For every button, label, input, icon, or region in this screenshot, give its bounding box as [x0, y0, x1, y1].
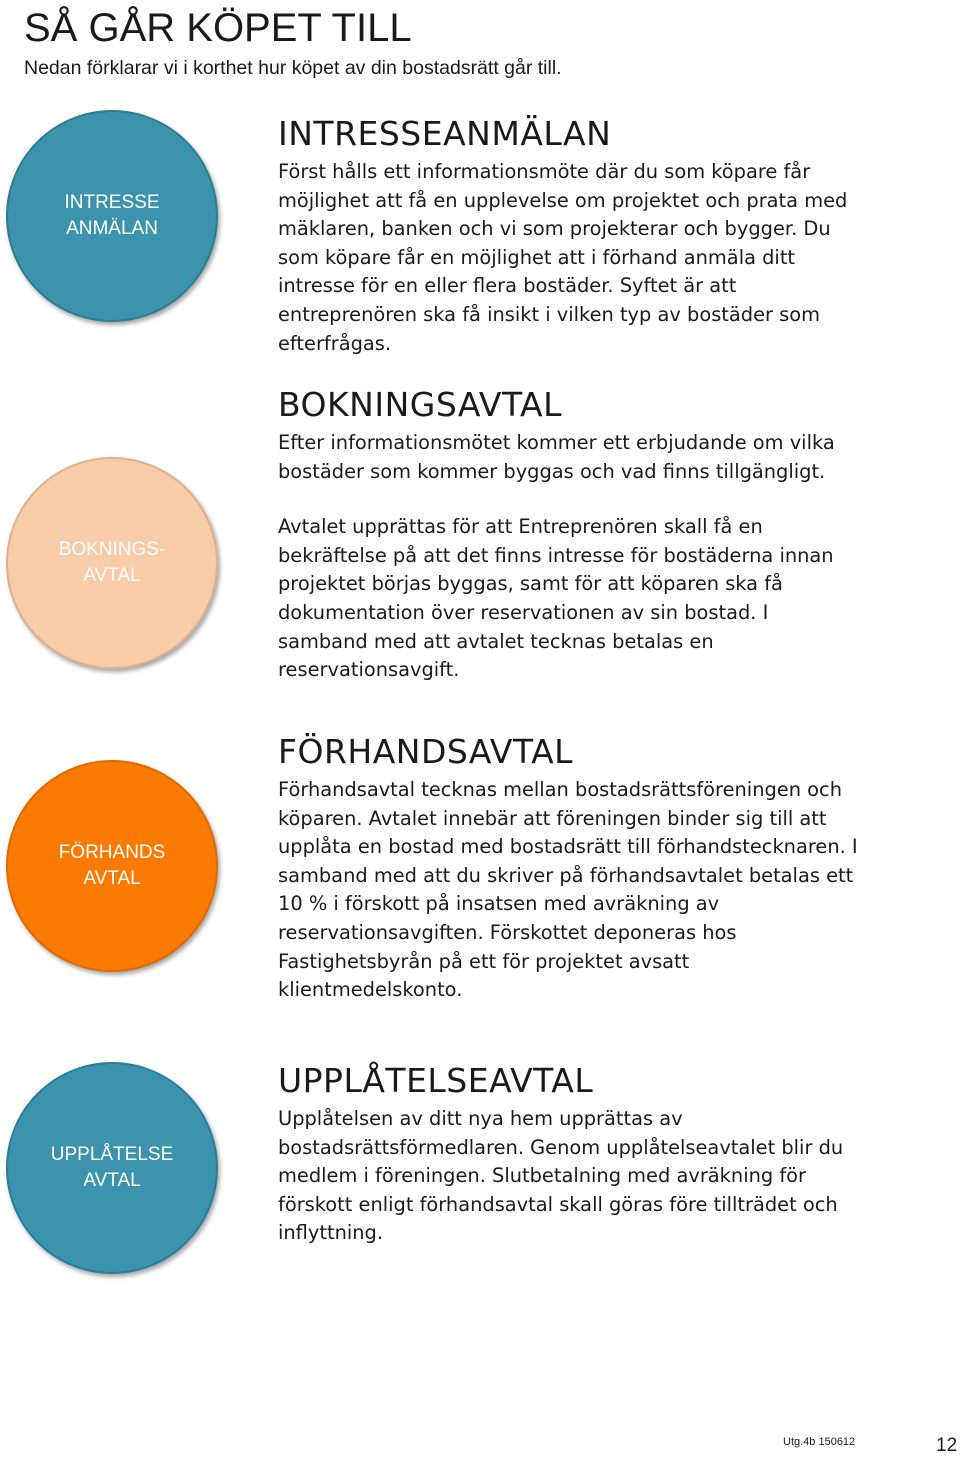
section-heading: UPPLÅTELSEAVTAL: [278, 1061, 594, 1100]
step-circle-label: BOKNINGS- AVTAL: [58, 539, 166, 586]
page-subtitle: Nedan förklarar vi i korthet hur köpet av din bostadsrätt går till.: [24, 57, 562, 79]
section-paragraph: Avtalet upprättas för att Entreprenören skall få en bekräftelse på att det finns intresse för bostäderna innan projektet börjas byggas, samt för att köparen ska få dokumentation över reservationen av sin bostad. I samband med att avtalet tecknas betalas en reservationsavgift.: [278, 515, 834, 682]
page-number: 12: [936, 1435, 958, 1456]
section-paragraph: Efter informationsmötet kommer ett erbjudande om vilka bostäder som kommer byggas och vad finns tillgängligt.: [278, 431, 835, 483]
section-bokningsavtal: [278, 385, 958, 685]
page-title: SÅ GÅR KÖPET TILL: [24, 6, 412, 50]
section-heading: INTRESSEANMÄLAN: [278, 114, 612, 153]
step-circle-label: FÖRHANDS AVTAL: [58, 842, 166, 889]
section-heading: BOKNINGSAVTAL: [278, 385, 563, 424]
section-upplatelseavtal: [278, 1061, 958, 1248]
section-forhandsavtal: [278, 732, 958, 1005]
section-intresseanmalan: [278, 114, 958, 358]
step-circle-label: INTRESSE ANMÄLAN: [64, 192, 160, 239]
step-circle-upplatelseavtal: [6, 1062, 218, 1274]
step-circle-intresseanmalan: [6, 110, 218, 322]
section-paragraph: Först hålls ett informationsmöte där du som köpare får möjlighet att få en upplevelse om projektet och prata med mäklaren, banken och vi som projekterar och bygger. Du som köpare får en möjlighet att i förhand anmäla ditt intresse för en eller flera bostäder. Syftet är att entreprenören ska få insikt i vilken typ av bostäder som efterfrågas.: [278, 160, 848, 355]
step-circle-label: UPPLÅTELSE AVTAL: [50, 1144, 174, 1191]
footer-reference: Utg.4b 150612: [783, 1436, 856, 1448]
step-circle-forhandsavtal: [6, 760, 218, 972]
section-paragraph: Förhandsavtal tecknas mellan bostadsrättsföreningen och köparen. Avtalet innebär att föreningen binder sig till att upplåta en bostad med bostadsrätt till förhandstecknaren. I samband med att du skriver på förhandsavtalet betalas ett 10 % i förskott på insatsen med avräkning av reservationsavgiften. Förskottet deponeras hos Fastighetsbyrån på ett för projektet avsatt klientmedelskonto.: [278, 778, 858, 1002]
section-heading: FÖRHANDSAVTAL: [278, 732, 574, 771]
section-paragraph: Upplåtelsen av ditt nya hem upprättas av bostadsrättsförmedlaren. Genom upplåtelseavtalet blir du medlem i föreningen. Slutbetalning med avräkning för förskott enligt förhandsavtal skall göras före tillträdet och inflyttning.: [278, 1107, 844, 1245]
step-circle-bokningsavtal: [6, 457, 218, 669]
